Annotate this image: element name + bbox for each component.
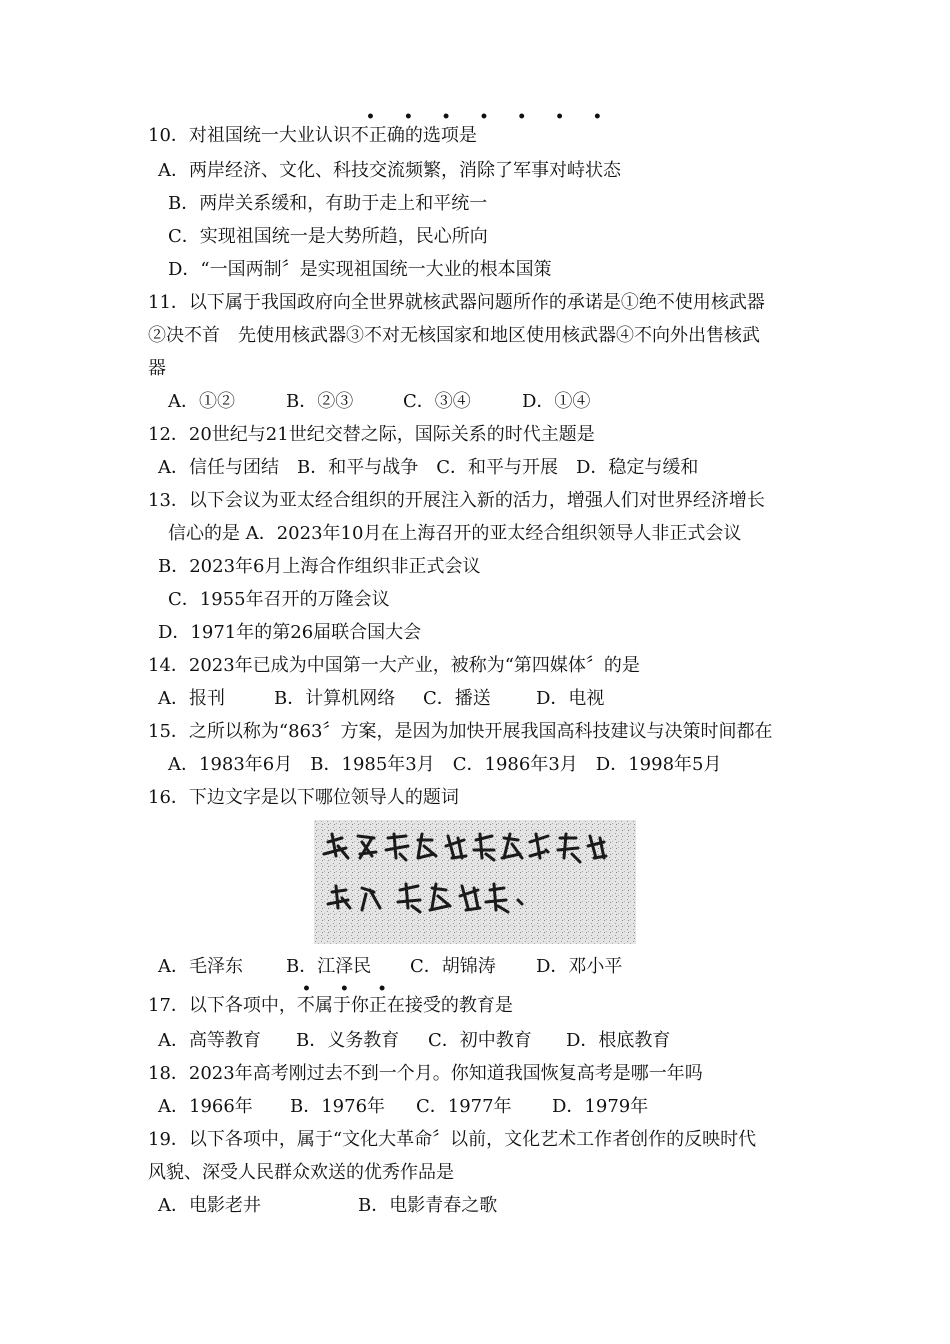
question-13-option-d: D．1971年的第26届联合国大会 [158, 622, 422, 643]
calligraphy-drawing [314, 820, 636, 944]
question-17-option-a: A．高等教育 [158, 1030, 261, 1051]
question-17-option-c: C．初中教育 [428, 1030, 532, 1051]
question-11-option-a: A．①② [168, 391, 235, 412]
question-16-option-a: A．毛泽东 [158, 956, 243, 977]
question-13-option-c: C．1955年召开的万隆会议 [168, 589, 390, 610]
emphasis-dots: • • • • • • • [366, 109, 614, 125]
question-10-stem: 10．对祖国统一大业认识不正确的选项是 [148, 125, 477, 146]
question-19-stem-line-2: 风貌、深受人民群众欢送的优秀作品是 [148, 1162, 454, 1183]
question-16-option-b: B．江泽民 [286, 956, 372, 977]
question-16-option-d: D．邓小平 [536, 956, 623, 977]
question-17-option-b: B．义务教育 [296, 1030, 400, 1051]
question-15-options: A．1983年6月 B．1985年3月 C．1986年3月 D．1998年5月 [168, 754, 722, 775]
question-16-stem: 16．下边文字是以下哪位领导人的题词 [148, 787, 459, 808]
emphasis-dots: • • • [302, 981, 399, 997]
question-18-stem: 18．2023年高考刚过去不到一个月。你知道我国恢复高考是哪一年吗 [148, 1063, 703, 1084]
question-10-option-d: D．“一国两制〞是实现祖国统一大业的根本国策 [168, 259, 552, 280]
question-14-option-b: B．计算机网络 [274, 688, 396, 709]
question-11-option-c: C．③④ [403, 391, 471, 412]
question-17-option-d: D．根底教育 [566, 1030, 671, 1051]
question-18-option-b: B．1976年 [290, 1096, 386, 1117]
question-15-stem: 15．之所以称为“863〞方案，是因为加快开展我国高科技建议与决策时间都在 [148, 721, 773, 742]
question-10-option-a: A．两岸经济、文化、科技交流频繁，消除了军事对峙状态 [158, 160, 621, 181]
question-19-option-b: B．电影青春之歌 [358, 1195, 498, 1216]
question-12-options: A．信任与团结 B．和平与战争 C．和平与开展 D．稳定与缓和 [158, 457, 699, 478]
question-11-stem-line-3: 器 [148, 358, 166, 379]
question-18-option-a: A．1966年 [158, 1096, 253, 1117]
question-13-stem-line-1: 13．以下会议为亚太经合组织的开展注入新的活力，增强人们对世界经济增长 [148, 490, 765, 511]
calligraphy-image [314, 820, 636, 944]
question-10-option-c: C．实现祖国统一是大势所趋，民心所向 [168, 226, 488, 247]
question-13-stem-line-2: 信心的是 A．2023年10月在上海召开的亚太经合组织领导人非正式会议 [168, 523, 742, 544]
question-19-stem-line-1: 19．以下各项中，属于“文化大革命〞以前，文化艺术工作者创作的反映时代 [148, 1129, 757, 1150]
question-18-option-c: C．1977年 [416, 1096, 512, 1117]
question-13-option-b: B．2023年6月上海合作组织非正式会议 [158, 556, 481, 577]
question-12-stem: 12．20世纪与21世纪交替之际，国际关系的时代主题是 [148, 424, 595, 445]
question-11-option-d: D．①④ [522, 391, 591, 412]
question-17-stem: 17．以下各项中，不属于你正在接受的教育是 [148, 995, 513, 1016]
question-14-option-c: C．播送 [423, 688, 491, 709]
question-19-option-a: A．电影老井 [158, 1195, 261, 1216]
question-10-option-b: B．两岸关系缓和，有助于走上和平统一 [168, 193, 488, 214]
question-11-option-b: B．②③ [286, 391, 354, 412]
question-14-stem: 14．2023年已成为中国第一大产业，被称为“第四媒体〞的是 [148, 655, 640, 676]
question-11-stem-line-1: 11．以下属于我国政府向全世界就核武器问题所作的承诺是①绝不使用核武器 [148, 292, 765, 313]
question-14-option-a: A．报刊 [158, 688, 225, 709]
question-16-option-c: C．胡锦涛 [410, 956, 496, 977]
question-18-option-d: D．1979年 [552, 1096, 649, 1117]
question-14-option-d: D．电视 [536, 688, 605, 709]
question-11-stem-line-2: ②决不首 先使用核武器③不对无核国家和地区使用核武器④不向外出售核武 [148, 325, 760, 346]
